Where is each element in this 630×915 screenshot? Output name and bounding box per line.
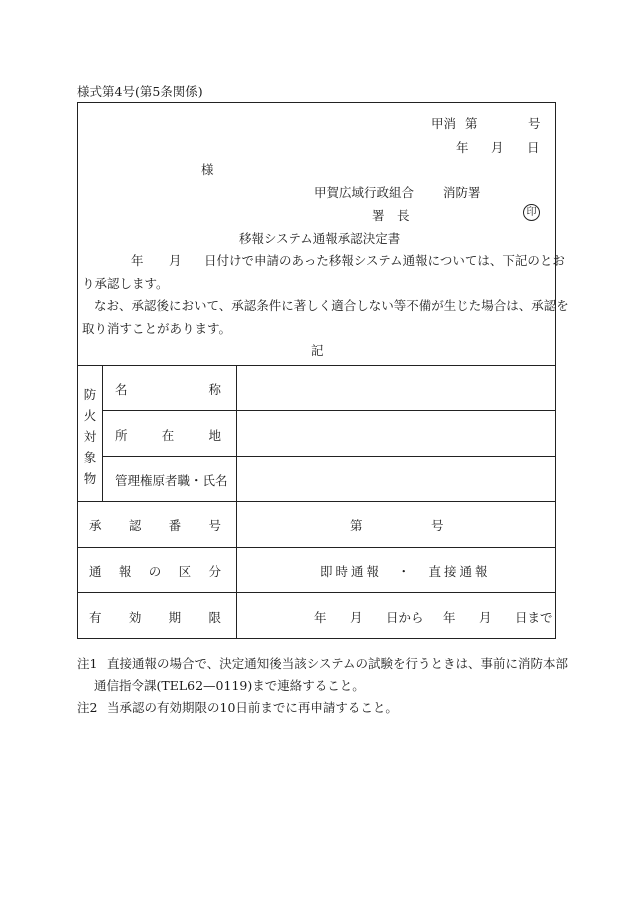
note2-label: 注2: [77, 700, 98, 715]
date-month: 月: [491, 140, 504, 155]
seal-mark: 印: [523, 204, 540, 221]
form-number-label: 様式第4号(第5条関係): [77, 84, 203, 99]
frame-bottom-line: [77, 638, 556, 639]
issuer-fire-station: 消防署: [443, 185, 481, 200]
frame-top-line: [77, 102, 556, 103]
label-owner: 管理権原者職・氏名: [115, 473, 228, 488]
label-name: 名 称: [115, 382, 221, 397]
approval-number-go: 号: [431, 518, 444, 533]
value-name-cell: [237, 366, 555, 410]
validity-end-month: 月: [479, 610, 492, 625]
note1-text-line1: 直接通報の場合で、決定通知後当該システムの試験を行うときは、事前に消防本部: [107, 656, 569, 671]
body-paragraph1-line1: 日付けで申請のあった移報システム通報については、下記のとお: [204, 253, 565, 268]
approval-number-dai: 第: [350, 518, 363, 533]
label-validity: 有 効 期 限: [89, 610, 221, 625]
doc-number-prefix: 甲消: [431, 116, 457, 131]
validity-end-year: 年: [443, 610, 456, 625]
group-label-bouka-taishobutsu: 防 火 対 象 物: [83, 387, 97, 486]
label-location: 所 在 地: [115, 428, 221, 443]
issuer-union: 甲賀広域行政組合: [314, 185, 415, 200]
doc-number-dai: 第: [465, 116, 478, 131]
body-paragraph2-line2: 取り消すことがあります。: [82, 321, 232, 336]
label-approval-number: 承 認 番 号: [89, 518, 221, 533]
row-divider-owner: [77, 501, 556, 502]
validity-start-year: 年: [314, 610, 327, 625]
row-divider-approval: [77, 547, 556, 548]
validity-start-month: 月: [350, 610, 363, 625]
chief-title: 署 長: [372, 208, 410, 223]
value-location-cell: [237, 411, 555, 456]
note1-label: 注1: [77, 656, 98, 671]
value-owner-cell: [237, 457, 555, 501]
body-year: 年: [131, 253, 144, 268]
body-paragraph1-line2: り承認します。: [82, 276, 169, 291]
validity-end-day: 日まで: [515, 610, 553, 625]
body-paragraph2-line1: なお、承認後において、承認条件に著しく適合しない等不備が生じた場合は、承認を: [94, 298, 569, 313]
note1-text-line2: 通信指令課(TEL62—0119)まで連絡すること。: [94, 678, 365, 693]
group-column-divider: [102, 365, 103, 501]
frame-right-line: [555, 102, 556, 639]
note2-text: 当承認の有効期限の10日前までに再申請すること。: [107, 700, 398, 715]
document-title: 移報システム通報承認決定書: [239, 231, 401, 246]
addressee-suffix: 様: [201, 162, 214, 177]
report-type-value: 即時通報 ・ 直接通報: [320, 564, 491, 579]
label-report-type: 通 報 の 区 分: [89, 564, 221, 579]
validity-start-day: 日から: [386, 610, 424, 625]
row-divider-report: [77, 592, 556, 593]
date-day: 日: [527, 140, 540, 155]
doc-number-go: 号: [528, 116, 541, 131]
date-year: 年: [456, 140, 469, 155]
body-month: 月: [169, 253, 182, 268]
ki-heading: 記: [311, 343, 324, 358]
frame-left-line: [77, 102, 78, 639]
